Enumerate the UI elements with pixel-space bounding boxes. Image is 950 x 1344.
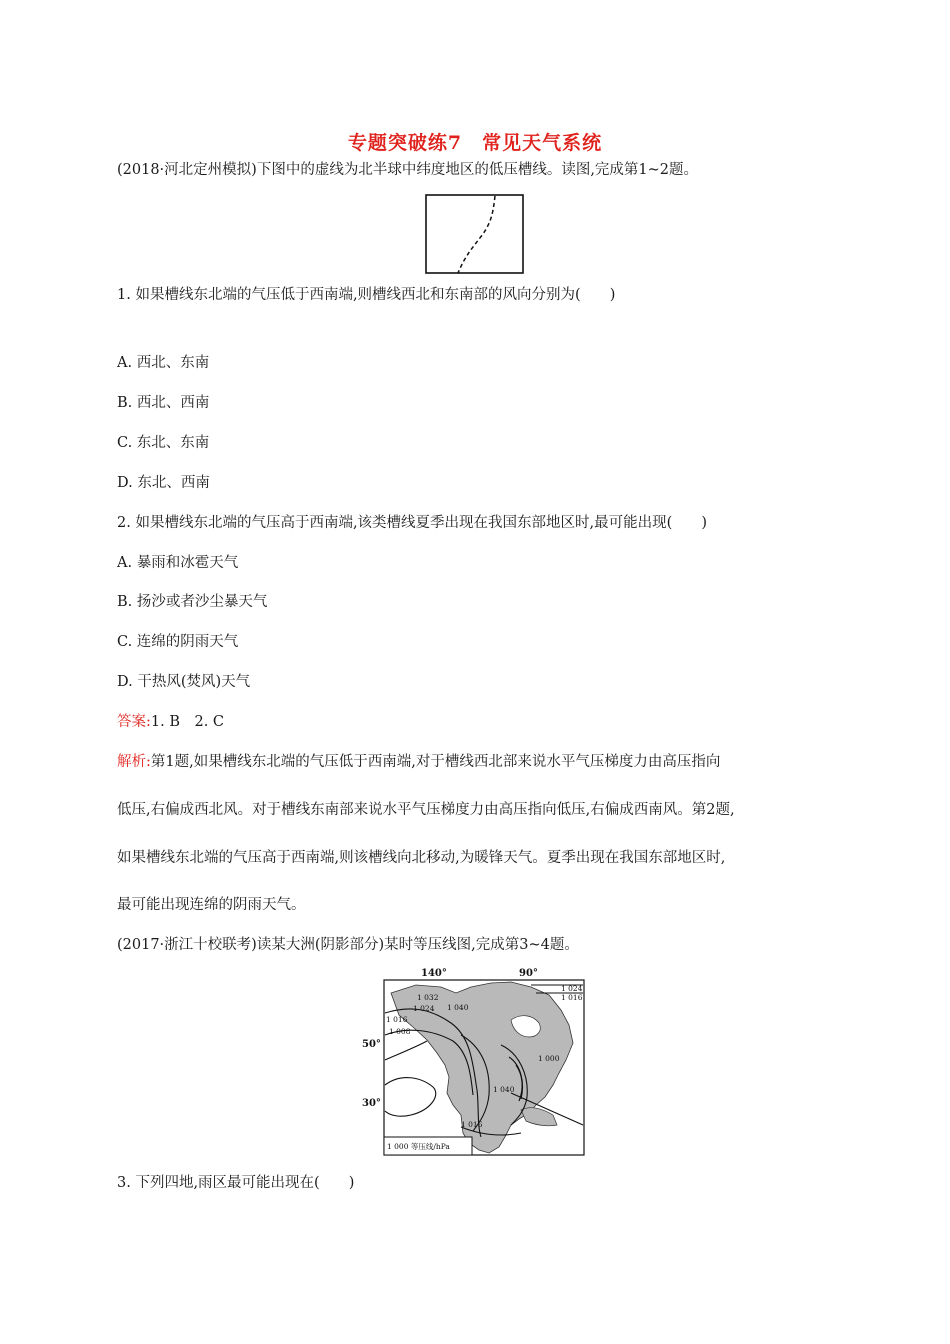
question-1-option-b: B. 西北、西南 [117, 395, 210, 411]
analysis-text-1: 第1题,如果槽线东北端的气压低于西南端,对于槽线西北部来说水平气压梯度力由高压指向 [150, 754, 721, 770]
analysis-line-4: 最可能出现连绵的阴雨天气。 [117, 897, 306, 913]
question-2-option-d: D. 干热风(焚风)天气 [117, 674, 251, 690]
intro-text-1: (2018·河北定州模拟)下图中的虚线为北半球中纬度地区的低压槽线。读图,完成第1~2题。 [117, 162, 699, 178]
question-2-option-c: C. 连绵的阴雨天气 [117, 634, 239, 650]
question-1-option-c: C. 东北、东南 [117, 435, 210, 451]
question-2-option-b: B. 扬沙或者沙尘暴天气 [117, 594, 268, 610]
question-3-stem: 3. 下列四地,雨区最可能出现在( ) [117, 1175, 355, 1191]
isobar-label: 1 016 [386, 1015, 408, 1024]
intro-text-2: (2017·浙江十校联考)读某大洲(阴影部分)某时等压线图,完成第3~4题。 [117, 937, 579, 953]
answer-line [117, 712, 224, 732]
question-1-option-d: D. 东北、西南 [117, 475, 210, 491]
isobar-label: 1 016 [561, 993, 583, 1002]
isobar-label: 1 040 [493, 1085, 515, 1094]
isobar-label: 1 024 [413, 1004, 435, 1013]
longitude-label-140: 140° [421, 968, 447, 979]
isobar-map [361, 965, 586, 1160]
page-title: 专题突破练7 常见天气系统 [347, 132, 603, 154]
question-1-option-a: A. 西北、东南 [117, 355, 210, 371]
isobar-label: 1 008 [389, 1027, 411, 1036]
question-2-option-a: A. 暴雨和冰雹天气 [117, 555, 239, 571]
figure-frame [426, 195, 523, 273]
question-1-stem: 1. 如果槽线东北端的气压低于西南端,则槽线西北和东南部的风向分别为( ) [117, 287, 616, 303]
isobar-label: 1 016 [461, 1120, 483, 1129]
isobar-label: 1 000 [538, 1054, 560, 1063]
latitude-label-30: 30° [362, 1098, 381, 1109]
answer-text: 1. B 2. C [150, 714, 225, 730]
analysis-line-3: 如果槽线东北端的气压高于西南端,则该槽线向北移动,为暖锋天气。夏季出现在我国东部地区时, [117, 850, 726, 866]
isobar-label: 1 024 [561, 984, 583, 993]
analysis-label: 解析: [117, 754, 151, 770]
isobar-label: 1 040 [447, 1003, 469, 1012]
question-2-stem: 2. 如果槽线东北端的气压高于西南端,该类槽线夏季出现在我国东部地区时,最可能出现( ) [117, 515, 707, 531]
longitude-label-90: 90° [519, 968, 538, 979]
trough-line-figure [425, 194, 525, 276]
answer-label: 答案: [117, 714, 151, 730]
latitude-label-50: 50° [362, 1039, 381, 1050]
map-legend-text: 1 000 等压线/hPa [387, 1142, 450, 1151]
analysis-line-1 [117, 752, 720, 772]
isobar-label: 1 032 [417, 993, 439, 1002]
analysis-line-2: 低压,右偏成西北风。对于槽线东南部来说水平气压梯度力由高压指向低压,右偏成西南风。第2题, [117, 802, 735, 818]
